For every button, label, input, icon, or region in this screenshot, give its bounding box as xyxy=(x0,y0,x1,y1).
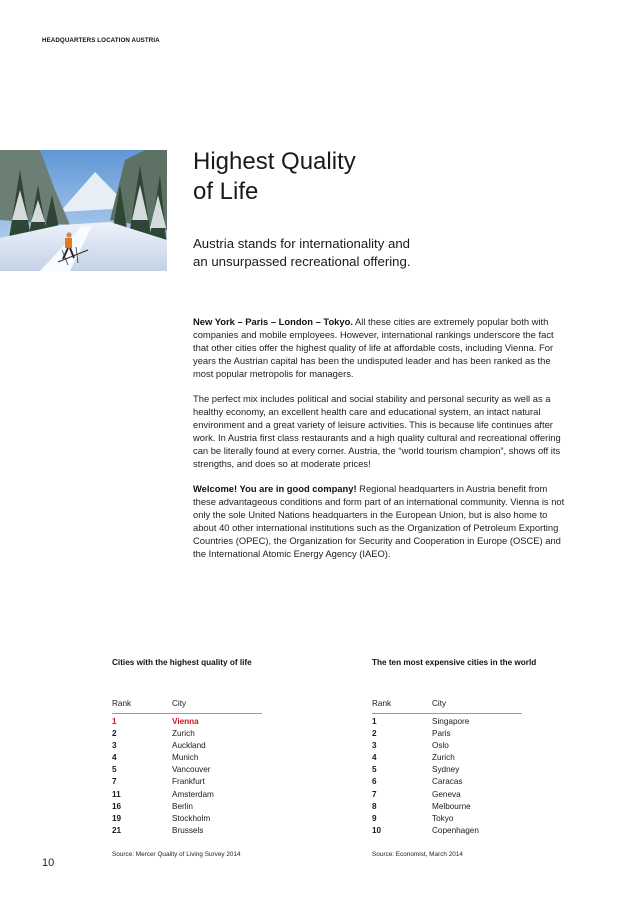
expensive-table-source: Source: Economist, March 2014 xyxy=(372,851,463,858)
row-rank: 5 xyxy=(112,765,117,775)
hero-photo-cross-country-skier xyxy=(0,150,167,271)
row-city: Copenhagen xyxy=(432,825,479,835)
table-row xyxy=(372,753,542,765)
row-city: Vancouver xyxy=(172,765,211,775)
quality-of-life-table xyxy=(112,658,262,858)
row-city: Brussels xyxy=(172,825,204,835)
quality-col-rank: Rank xyxy=(112,699,132,708)
page-number: 10 xyxy=(42,857,55,869)
row-rank: 2 xyxy=(372,729,377,739)
row-rank: 4 xyxy=(372,753,377,763)
row-city: Berlin xyxy=(172,801,193,811)
row-city: Melbourne xyxy=(432,801,471,811)
table-row xyxy=(112,765,282,777)
row-rank: 5 xyxy=(372,765,377,775)
expensive-table-header xyxy=(372,699,522,714)
row-city: Zurich xyxy=(432,753,455,763)
most-expensive-cities-table xyxy=(372,658,562,858)
page-title-line-1: Highest Quality xyxy=(193,148,356,175)
row-rank: 19 xyxy=(112,813,122,823)
subtitle-line-1: Austria stands for internationality and xyxy=(193,236,410,251)
row-city: Oslo xyxy=(432,741,449,751)
subtitle-line-2: an unsurpassed recreational offering. xyxy=(193,254,411,269)
row-city: Stockholm xyxy=(172,813,211,823)
paragraph-3-lead: Welcome! You are in good company! xyxy=(193,483,357,495)
body-paragraph-2 xyxy=(193,393,568,470)
table-row xyxy=(112,717,282,729)
row-rank: 1 xyxy=(112,717,117,726)
row-rank: 3 xyxy=(372,741,377,751)
row-city: Amsterdam xyxy=(172,789,214,799)
paragraph-3-text: Regional headquarters in Austria benefit from these advantageous conditions and form part of an international community. Vienna is not only the sole United Nations headquarters in the European Union, but is also home to about 40 other international institutions such as the Organization of Petroleum Exporting Countries (OPEC), the Organization for Security and Cooperation in Europe (OSCE) and the International Atomic Energy Agency (IAEO). xyxy=(193,483,565,559)
table-row xyxy=(372,814,542,826)
table-row xyxy=(112,741,282,753)
row-rank: 10 xyxy=(372,825,382,835)
paragraph-1-text: All these cities are extremely popular both with companies and mobile employees. However, international rankings underscore the fact that other cities offer the highest quality of life at affordable costs, including Vienna. For years the Austrian capital has been the undisputed leader and has been ranked as the most popular metropolis for managers. xyxy=(193,316,554,379)
row-rank: 2 xyxy=(112,729,117,739)
row-rank: 4 xyxy=(112,753,117,763)
table-row xyxy=(372,717,542,729)
table-row xyxy=(372,729,542,741)
row-city: Caracas xyxy=(432,777,463,787)
row-rank: 7 xyxy=(112,777,117,787)
body-paragraph-1 xyxy=(193,316,568,381)
body-paragraph-3 xyxy=(193,483,568,560)
quality-table-header xyxy=(112,699,262,714)
row-city: Munich xyxy=(172,753,199,763)
row-rank: 1 xyxy=(372,717,377,726)
quality-table-title: Cities with the highest quality of life xyxy=(112,658,252,667)
row-rank: 6 xyxy=(372,777,377,787)
row-rank: 11 xyxy=(112,789,121,799)
table-row xyxy=(112,777,282,789)
row-city: Zurich xyxy=(172,729,195,739)
paragraph-1-lead: New York – Paris – London – Tokyo. xyxy=(193,316,353,327)
quality-col-city: City xyxy=(172,699,187,708)
expensive-table-title: The ten most expensive cities in the world xyxy=(372,658,537,667)
table-row xyxy=(372,790,542,802)
quality-table-rows xyxy=(112,717,282,838)
row-rank: 8 xyxy=(372,801,377,811)
row-city: Singapore xyxy=(432,717,470,726)
table-row xyxy=(112,814,282,826)
row-city: Auckland xyxy=(172,741,206,751)
body-text xyxy=(193,316,568,573)
row-rank: 7 xyxy=(372,789,377,799)
table-row xyxy=(372,802,542,814)
row-rank: 3 xyxy=(112,741,117,751)
row-city: Paris xyxy=(432,729,451,739)
table-row xyxy=(112,790,282,802)
page-title xyxy=(193,147,356,207)
table-row xyxy=(372,741,542,753)
page-subtitle xyxy=(193,235,411,271)
row-rank: 9 xyxy=(372,813,377,823)
row-rank: 21 xyxy=(112,825,122,835)
table-row xyxy=(372,826,542,838)
table-row xyxy=(112,826,282,838)
row-city: Geneva xyxy=(432,789,461,799)
page-title-line-2: of Life xyxy=(193,178,259,205)
row-city: Frankfurt xyxy=(172,777,205,787)
row-city: Tokyo xyxy=(432,813,454,823)
row-city: Vienna xyxy=(172,717,199,726)
row-rank: 16 xyxy=(112,801,122,811)
expensive-col-city: City xyxy=(432,699,447,708)
quality-table-source: Source: Mercer Quality of Living Survey 2014 xyxy=(112,851,241,858)
expensive-col-rank: Rank xyxy=(372,699,392,708)
expensive-table-rows xyxy=(372,717,542,838)
paragraph-2-text: The perfect mix includes political and social stability and personal security as well as a healthy economy, an excellent health care and educational system, an intact natural environment and a great variety of leisure activities. This is because life continues after work. In Austria first class restaurants and a high quality cultural and recreational offering can be literally found at every corner. Austria, the “world tourism champion”, shows off its strengths, and does so at moderate prices! xyxy=(193,393,561,469)
table-row xyxy=(372,765,542,777)
row-city: Sydney xyxy=(432,765,460,775)
table-row xyxy=(112,802,282,814)
table-row xyxy=(112,729,282,741)
table-row xyxy=(372,777,542,789)
table-row xyxy=(112,753,282,765)
section-header-label: HEADQUARTERS LOCATION AUSTRIA xyxy=(42,37,160,44)
